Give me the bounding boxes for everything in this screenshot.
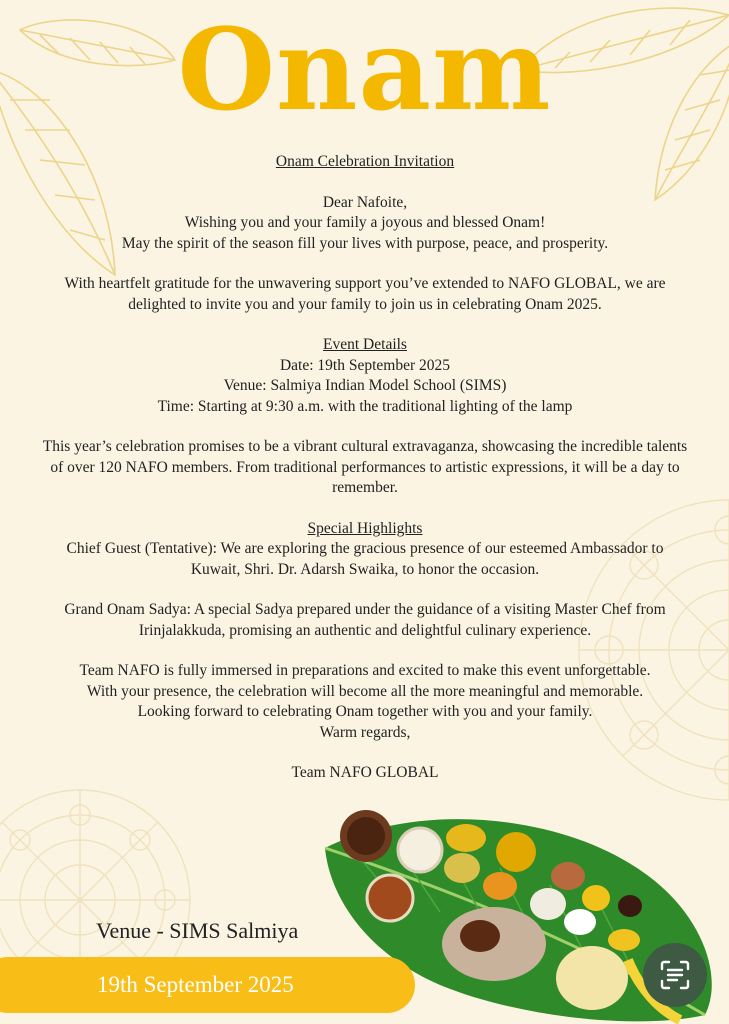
sadya-paragraph: Grand Onam Sadya: A special Sadya prepared under the guidance of a visiting Master Chef from Irinjalakkuda, promising an authentic and delightful culinary experience. <box>64 601 666 639</box>
greeting: Dear Nafoite, <box>322 193 408 211</box>
text-scan-button[interactable] <box>643 943 707 1007</box>
celebration-paragraph: This year’s celebration promises to be a vibrant cultural extravaganza, showcasing the incredible talents of over 120 NAFO members. From traditional performances to artistic expressions, it will be a day to remember. <box>42 438 688 496</box>
footer-date-banner: 19th September 2025 <box>0 957 415 1013</box>
event-details-heading: Event Details <box>323 336 407 353</box>
page-title: Onam <box>177 5 552 136</box>
event-time: Time: Starting at 9:30 a.m. with the traditional lighting of the lamp <box>157 397 573 415</box>
closing-line-3: Looking forward to celebrating Onam together with you and your family. <box>137 703 593 720</box>
event-date: Date: 19th September 2025 <box>279 356 451 374</box>
signature: Team NAFO GLOBAL <box>291 764 439 781</box>
special-highlights-heading: Special Highlights <box>307 519 423 537</box>
invitation-letter <box>40 152 690 784</box>
regards: Warm regards, <box>319 723 411 741</box>
chief-guest-paragraph: Chief Guest (Tentative): We are exploring the gracious presence of our esteemed Ambassador to Kuwait, Shri. Dr. Adarsh Swaika, to honor the occasion. <box>66 540 664 578</box>
gratitude-paragraph: With heartfelt gratitude for the unwavering support you’ve extended to NAFO GLOBAL, we are delighted to invite you and your family to join us in celebrating Onam 2025. <box>64 275 666 313</box>
closing-line-1: Team NAFO is fully immersed in preparations and excited to make this event unforgettable. <box>79 662 651 679</box>
wish-line-2: May the spirit of the season fill your lives with purpose, peace, and prosperity. <box>121 234 609 252</box>
closing-line-2: With your presence, the celebration will become all the more meaningful and memorable. <box>86 682 644 700</box>
invitation-heading: Onam Celebration Invitation <box>275 153 455 170</box>
footer-venue: Venue - SIMS Salmiya <box>96 918 299 943</box>
wish-line-1: Wishing you and your family a joyous and blessed Onam! <box>184 214 546 231</box>
text-scan-icon <box>658 958 692 992</box>
event-venue: Venue: Salmiya Indian Model School (SIMS) <box>223 377 507 394</box>
